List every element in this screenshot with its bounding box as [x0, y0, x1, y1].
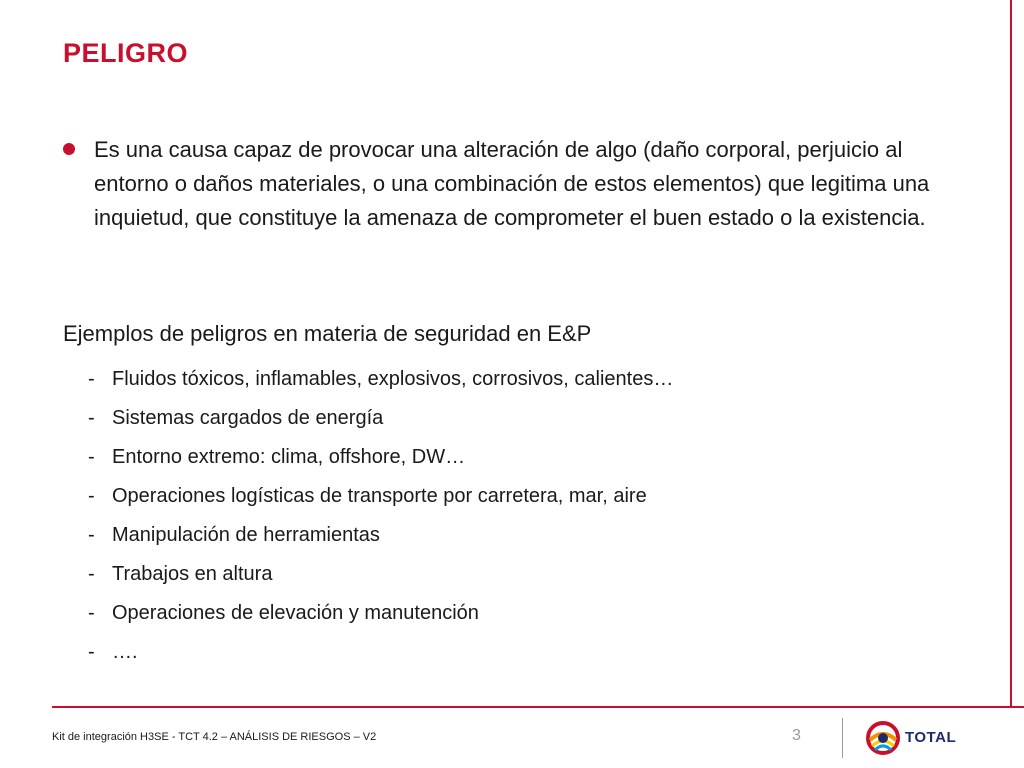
examples-list	[88, 364, 673, 676]
examples-heading: Ejemplos de peligros en materia de seguridad en E&P	[63, 321, 592, 346]
definition-text: Es una causa capaz de provocar una alteración de algo (daño corporal, perjuicio al entorno o daños materiales, o una combinación de estos elementos) que legitima una inquietud, que constituye la amenaza de comprometer el buen estado o la existencia.	[94, 137, 930, 230]
list-item-text: Sistemas cargados de energía	[112, 407, 384, 429]
list-item-text: ….	[112, 641, 138, 663]
dash-icon: -	[88, 602, 95, 624]
total-logo-word: TOTAL	[905, 729, 957, 746]
dash-icon: -	[88, 485, 95, 507]
definition-bullet	[63, 133, 963, 235]
list-item-text: Fluidos tóxicos, inflamables, explosivos, corrosivos, calientes…	[112, 368, 674, 390]
bullet-dot-icon	[63, 143, 75, 155]
dash-icon: -	[88, 446, 95, 468]
list-item-text: Operaciones de elevación y manutención	[112, 602, 479, 624]
list-item	[88, 520, 673, 559]
list-item	[88, 637, 673, 676]
dash-icon: -	[88, 524, 95, 546]
footer-separator	[842, 718, 843, 758]
list-item-text: Entorno extremo: clima, offshore, DW…	[112, 446, 466, 468]
list-item	[88, 481, 673, 520]
dash-icon: -	[88, 563, 95, 585]
list-item	[88, 598, 673, 637]
list-item	[88, 559, 673, 598]
dash-icon: -	[88, 641, 95, 663]
list-item	[88, 442, 673, 481]
list-item-text: Operaciones logísticas de transporte por carretera, mar, aire	[112, 485, 647, 507]
footer-divider	[52, 706, 1024, 708]
dash-icon: -	[88, 368, 95, 390]
slide-title: PELIGRO	[63, 38, 189, 68]
dash-icon: -	[88, 407, 95, 429]
right-border-line	[1010, 0, 1012, 706]
total-logo	[865, 720, 975, 756]
list-item-text: Manipulación de herramientas	[112, 524, 380, 546]
footer-caption: Kit de integración H3SE - TCT 4.2 – ANÁLISIS DE RIESGOS – V2	[52, 731, 377, 743]
list-item	[88, 403, 673, 442]
list-item-text: Trabajos en altura	[112, 563, 273, 585]
total-logo-icon	[865, 720, 901, 756]
page-number: 3	[792, 727, 801, 744]
list-item	[88, 364, 673, 403]
